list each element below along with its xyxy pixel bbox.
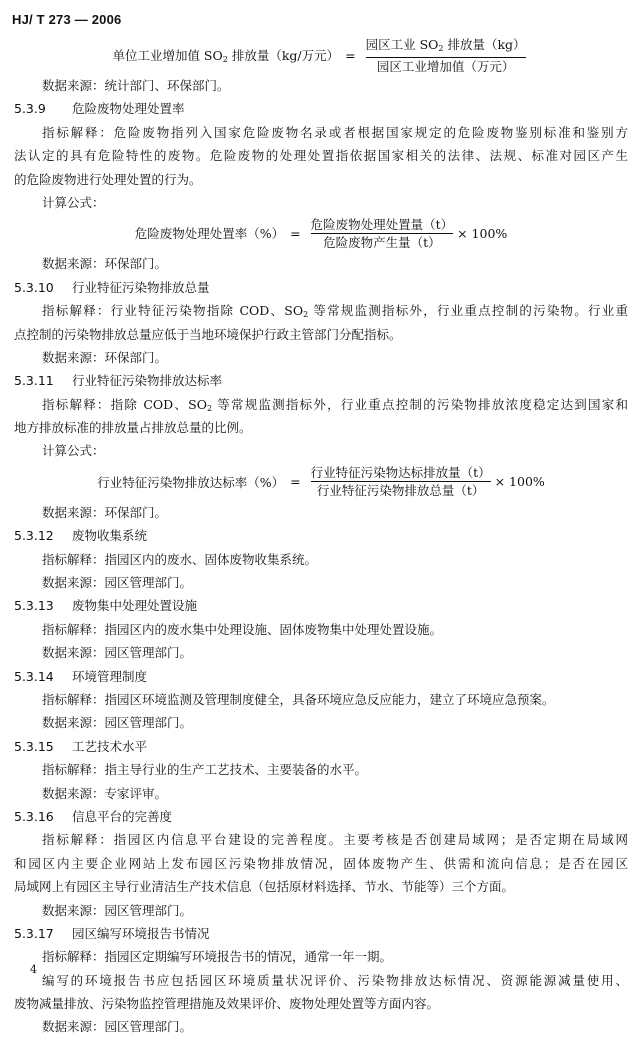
formula-multiplier: × 100% [457, 225, 508, 241]
fraction-denominator: 危险废物产生量（t） [323, 234, 441, 250]
paragraph-line: 局域网上有园区主导行业清洁生产技术信息（包括原材料选择、节水、节能等）三个方面。 [14, 879, 515, 895]
document-body [14, 36, 628, 1039]
formula-left: 危险废物处理处置率（%） [134, 226, 285, 242]
data-source: 数据来源：园区管理部门。 [42, 645, 193, 661]
formula-equals: = [345, 47, 356, 63]
paragraph-line: 废物减量排放、污染物监控管理措施及效果评价、废物处理处置等方面内容。 [14, 996, 440, 1012]
section-heading-5-3-10: 5.3.10 行业特征污染物排放总量 [14, 279, 210, 295]
paragraph-line: 法认定的具有危险特性的废物。危险废物的处理处置指依据国家相关的法律、法规、标准对园区产生 [14, 148, 628, 164]
fraction-denominator: 园区工业增加值（万元） [376, 58, 515, 74]
formula-equals: = [290, 474, 301, 490]
formula-equals: = [290, 225, 301, 241]
calc-label: 计算公式： [42, 443, 105, 459]
calc-label: 计算公式： [42, 194, 105, 210]
section-heading-5-3-11: 5.3.11 行业特征污染物排放达标率 [14, 373, 223, 389]
formula-fraction [311, 465, 491, 498]
formula-fraction [311, 217, 454, 250]
paragraph-line: 编写的环境报告书应包括园区环境质量状况评价、污染物排放达标情况、资源能源减量使用、 [42, 972, 628, 988]
paragraph-line: 指标解释：指园区内的废水集中处理设施、固体废物集中处理处置设施。 [42, 621, 443, 637]
paragraph-line: 指标解释：行业特征污染物指除 COD、$SO_2$ 等常规监测指标外，行业重点控制的污染物。行业重 [42, 303, 628, 320]
paragraph-line: 指标解释：危险废物指列入国家危险废物名录或者根据国家规定的危险废物鉴别标准和鉴别方 [42, 124, 628, 140]
section-heading-5-3-14: 5.3.14 环境管理制度 [14, 668, 148, 684]
paragraph-line: 的危险废物进行处理处置的行为。 [14, 171, 202, 187]
fraction-numerator: 园区工业 $SO_2$ 排放量（kg） [365, 36, 526, 53]
paragraph-line: 指标解释：指园区定期编写环境报告书的情况，通常一年一期。 [42, 949, 393, 965]
data-source: 数据来源：园区管理部门。 [42, 715, 193, 731]
section-heading-5-3-17: 5.3.17 园区编写环境报告书情况 [14, 925, 210, 941]
data-source: 数据来源：环保部门。 [42, 256, 168, 272]
fraction-bar [311, 233, 454, 234]
fraction-bar [311, 481, 491, 482]
standard-header: HJ/ T 273 — 2006 [12, 12, 122, 27]
fraction-numerator: 行业特征污染物达标排放量（t） [310, 465, 491, 481]
paragraph-line: 指标解释：指园区内的废水、固体废物收集系统。 [42, 551, 318, 567]
data-source: 数据来源：园区管理部门。 [42, 575, 193, 591]
paragraph-line: 指标解释：指园区内信息平台建设的完善程度。主要考核是否创建局域网；是否定期在局域网 [42, 832, 628, 848]
fraction-bar [366, 57, 526, 58]
page-number: 4 [30, 963, 37, 976]
section-heading-5-3-15: 5.3.15 工艺技术水平 [14, 738, 148, 754]
data-source: 数据来源：园区管理部门。 [42, 902, 193, 918]
data-source: 数据来源：园区管理部门。 [42, 1019, 193, 1035]
paragraph-line: 指标解释：指主导行业的生产工艺技术、主要装备的水平。 [42, 762, 368, 778]
formula-pollutant-compliance [14, 463, 628, 501]
formula-so2-intensity [14, 36, 628, 74]
section-heading-5-3-12: 5.3.12 废物收集系统 [14, 528, 148, 544]
data-source: 数据来源：环保部门。 [42, 504, 168, 520]
section-heading-5-3-9: 5.3.9 危险废物处理处置率 [14, 101, 185, 117]
paragraph-line: 地方排放标准的排放量占排放总量的比例。 [14, 420, 252, 436]
fraction-numerator: 危险废物处理处置量（t） [310, 216, 454, 232]
fraction-denominator: 行业特征污染物排放总量（t） [316, 483, 485, 499]
paragraph-line: 和园区内主要企业网站上发布园区污染物排放情况，固体废物产生、供需和流向信息；是否在园区 [14, 855, 628, 871]
data-source: 数据来源：专家评审。 [42, 785, 168, 801]
formula-fraction [366, 37, 526, 74]
paragraph-line: 点控制的污染物排放总量应低于当地环境保护行政主管部门分配指标。 [14, 326, 402, 342]
formula-left: 行业特征污染物排放达标率（%） [97, 474, 285, 490]
formula-left: 单位工业增加值 $SO_2$ 排放量（kg/万元） [112, 48, 340, 64]
paragraph-line: 指标解释：指园区环境监测及管理制度健全，具备环境应急反应能力，建立了环境应急预案。 [42, 691, 555, 707]
paragraph-line: 指标解释：指除 COD、$SO_2$ 等常规监测指标外，行业重点控制的污染物排放浓度稳定达到国家和 [42, 396, 628, 413]
formula-multiplier: × 100% [494, 474, 545, 490]
data-source: 数据来源：环保部门。 [42, 349, 168, 365]
data-source: 数据来源：统计部门、环保部门。 [42, 78, 230, 93]
section-heading-5-3-16: 5.3.16 信息平台的完善度 [14, 808, 173, 824]
formula-hazardous-waste [14, 214, 628, 252]
section-heading-5-3-13: 5.3.13 废物集中处理处置设施 [14, 598, 198, 614]
